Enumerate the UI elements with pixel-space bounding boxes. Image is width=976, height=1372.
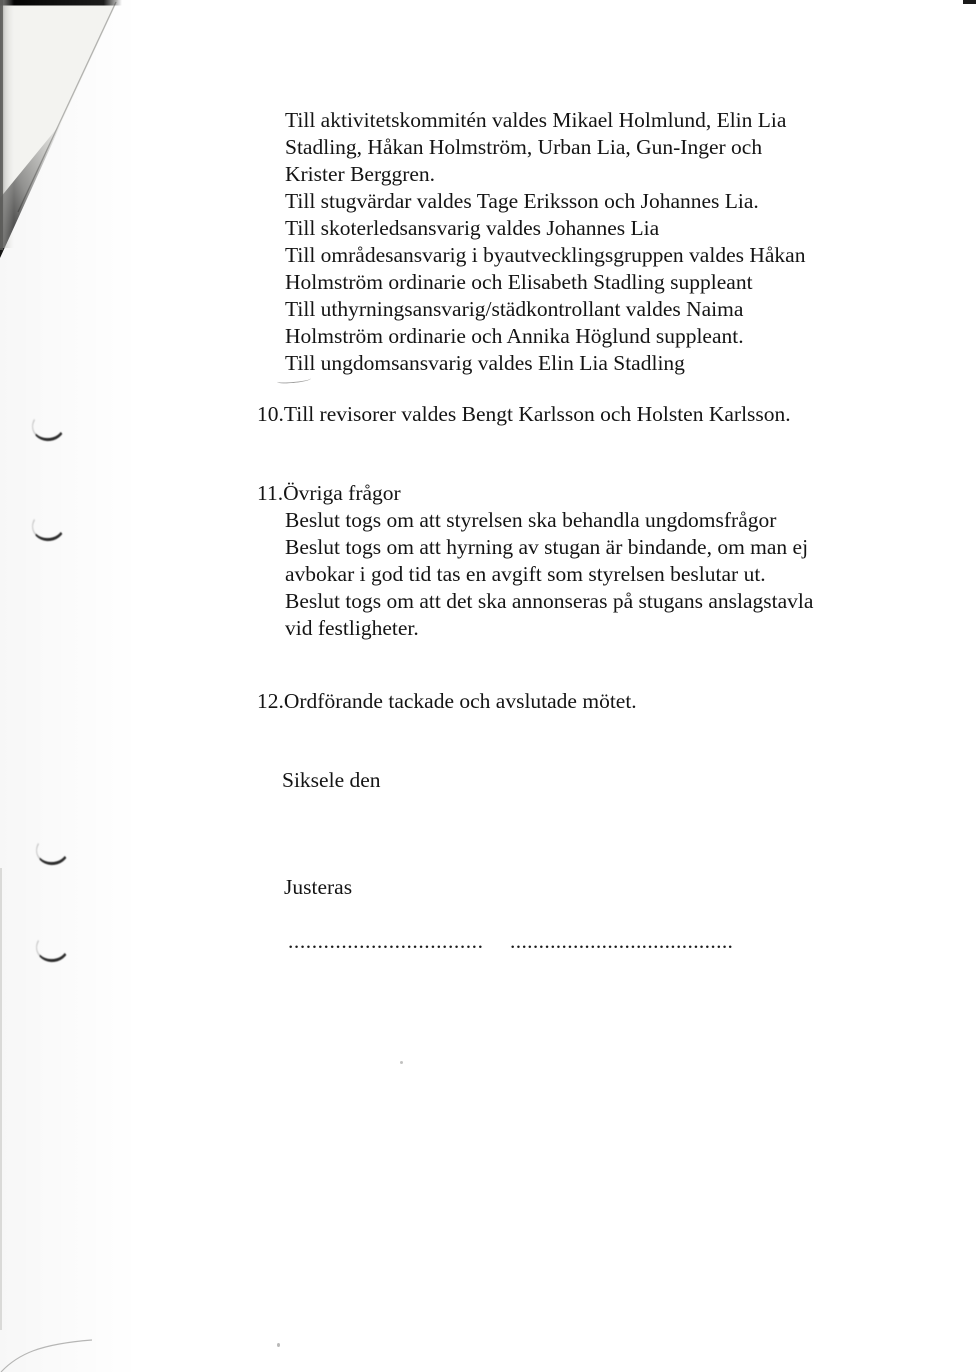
minutes-elections-block [285,107,805,377]
item-text: Ordförande tackade och avslutade mötet. [283,689,637,713]
item-number: 12. [257,689,284,713]
minutes-line: Till uthyrningsansvarig/städkontrollant valdes Naima [285,297,744,321]
decision-line: Beslut togs om att hyrning av stugan är bindande, om man ej [285,535,809,559]
left-edge-scan-line [0,868,2,1330]
scan-speck [277,1343,280,1347]
signature-dotted-line-right: ....................................... [510,929,734,953]
punch-hole-shadow-1 [30,409,66,443]
decision-line: avbokar i god tid tas en avgift som styrelsen beslutar ut. [285,562,766,586]
minutes-line: Stadling, Håkan Holmström, Urban Lia, Gun-Inger och [285,135,763,159]
punch-hole-shadow-3 [34,833,70,867]
agenda-item-10 [257,401,791,428]
place-date-line: Siksele den [282,768,381,792]
minutes-line: Holmström ordinarie och Elisabeth Stadling suppleant [285,270,753,294]
top-edge-dash-artifact [963,0,976,4]
decision-line: Beslut togs om att styrelsen ska behandla ungdomsfrågor [285,508,777,532]
agenda-item-12 [257,688,637,715]
decision-line: vid festligheter. [285,616,419,640]
scan-speck [400,1061,403,1064]
minutes-line: Till aktivitetskommitén valdes Mikael Holmlund, Elin Lia [285,108,787,132]
minutes-line: Till skoterledsansvarig valdes Johannes Lia [285,216,660,240]
agenda-item-11 [257,480,813,642]
decision-line: Beslut togs om att det ska annonseras på stugans anslagstavla [285,589,814,613]
justeras-label: Justeras [284,875,353,899]
minutes-line: Till ungdomsansvarig valdes Elin Lia Stadling [285,351,685,375]
punch-hole-shadow-4 [34,930,70,964]
minutes-line: Krister Berggren. [285,162,436,186]
item-number: 11. [257,481,284,505]
minutes-line: Till stugvärdar valdes Tage Eriksson och Johannes Lia. [285,189,759,213]
handwritten-tick-mark [277,376,311,384]
minutes-line: Holmström ordinarie och Annika Höglund suppleant. [285,324,744,348]
punch-hole-shadow-2 [30,509,66,543]
agenda-item-heading: Övriga frågor [283,481,401,505]
item-number: 10. [257,402,284,426]
minutes-line: Till områdesansvarig i byautvecklingsgruppen valdes Håkan [285,243,806,267]
signature-dotted-line-left: ................................. [288,929,484,953]
page-curl-line [0,1328,130,1372]
scanner-corner-shadow [0,0,130,262]
item-text: Till revisorer valdes Bengt Karlsson och Holsten Karlsson. [283,402,791,426]
